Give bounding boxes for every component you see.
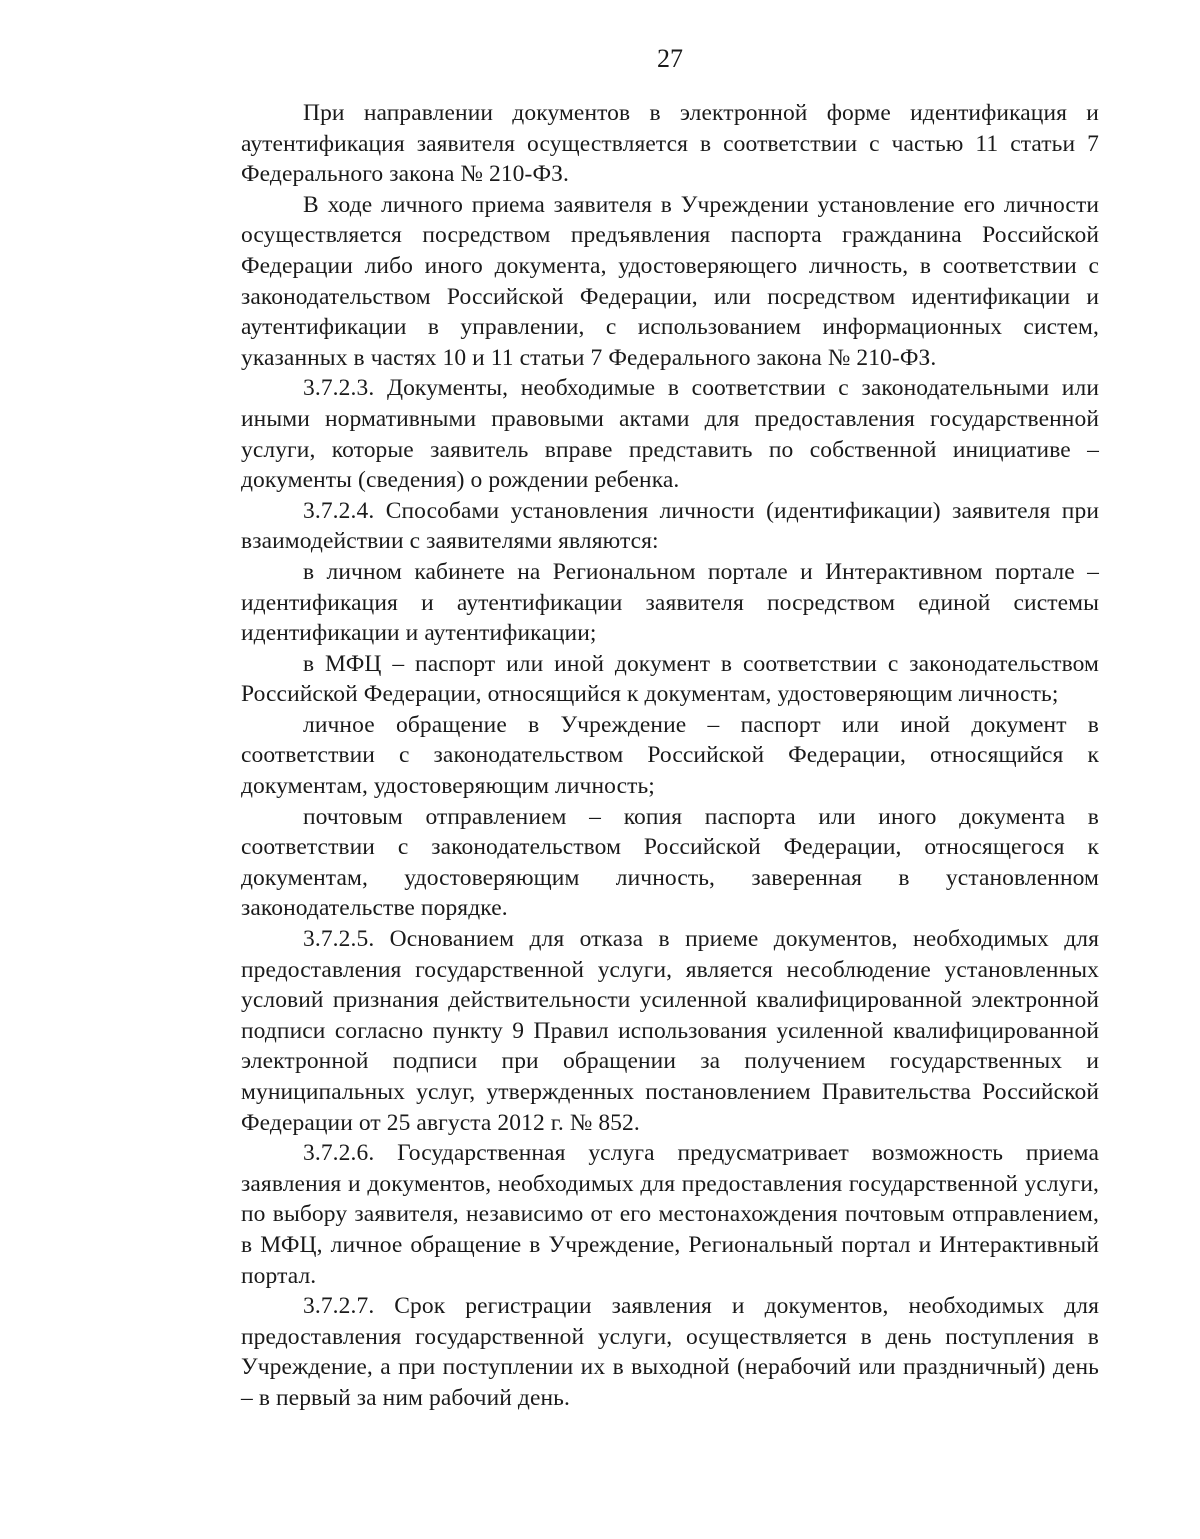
paragraph-3-7-2-7: 3.7.2.7. Срок регистрации заявления и документов, необходимых для предоставления государственной услуги, осуществляется в день поступления в Учреждение, а при поступлении их в выходной (нерабочий или праздничный) день – в первый за ним рабочий день. (241, 1293, 1099, 1411)
page-number: 27 (657, 44, 683, 73)
paragraph-electronic-identification: При направлении документов в электронной форме идентификация и аутентификация заявителя осуществляется в соответствии с частью 11 статьи 7 Федерального закона № 210-ФЗ. (241, 100, 1099, 188)
paragraph-3-7-2-4: 3.7.2.4. Способами установления личности (идентификации) заявителя при взаимодействии с заявителями являются: (241, 497, 1099, 555)
list-item-postal: почтовым отправлением – копия паспорта или иного документа в соответствии с законодательством Российской Федерации, относящегося к документам, удостоверяющим личность, заверенная в установленном законодательстве порядке. (241, 803, 1099, 922)
document-body (241, 98, 1099, 1414)
list-item-personal-cabinet: в личном кабинете на Региональном портале и Интерактивном портале – идентификация и аутентификации заявителя посредством единой системы идентификации и аутентификации; (241, 558, 1099, 647)
list-item-personal-visit: личное обращение в Учреждение – паспорт или иной документ в соответствии с законодательством Российской Федерации, относящийся к документам, удостоверяющим личность; (241, 711, 1099, 800)
paragraph-personal-reception: В ходе личного приема заявителя в Учреждении установление его личности осуществляется посредством предъявления паспорта гражданина Российской Федерации либо иного документа, удостоверяющего личность, в соответствии с законодательством Российской Федерации, или посредством идентификации и аутентификации в управлении, с использованием информационных систем, указанных в частях 10 и 11 статьи 7 Федерального закона № 210-ФЗ. (241, 191, 1099, 371)
paragraph-3-7-2-3: 3.7.2.3. Документы, необходимые в соответствии с законодательными или иными нормативными правовыми актами для предоставления государственной услуги, которые заявитель вправе представить по собственной инициативе – документы (сведения) о рождении ребенка. (241, 375, 1099, 494)
list-item-mfc: в МФЦ – паспорт или иной документ в соответствии с законодательством Российской Федерации, относящийся к документам, удостоверяющим личность; (241, 650, 1099, 708)
paragraph-3-7-2-5: 3.7.2.5. Основанием для отказа в приеме документов, необходимых для предоставления государственной услуги, является несоблюдение установленных условий признания действительности усиленной квалифицированной электронной подписи согласно пункту 9 Правил использования усиленной квалифицированной электронной подписи при обращении за получением государственных и муниципальных услуг, утвержденных постановлением Правительства Российской Федерации от 25 августа 2012 г. № 852. (241, 926, 1099, 1136)
paragraph-3-7-2-6: 3.7.2.6. Государственная услуга предусматривает возможность приема заявления и документов, необходимых для предоставления государственной услуги, по выбору заявителя, независимо от его местонахождения почтовым отправлением, в МФЦ, личное обращение в Учреждение, Региональный портал и Интерактивный портал. (241, 1140, 1099, 1289)
